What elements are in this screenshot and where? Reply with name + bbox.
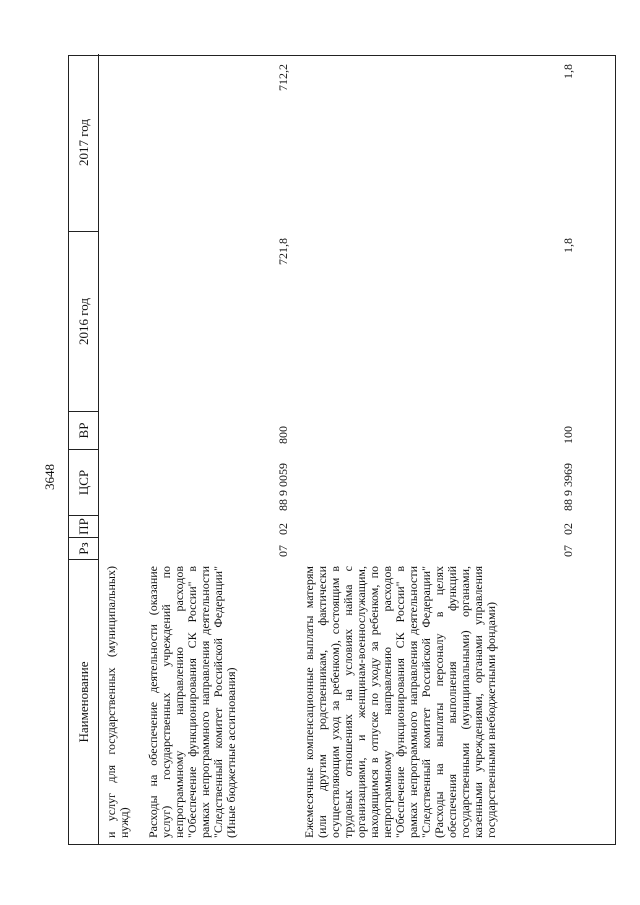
table-row-2016: 1,8 [561, 238, 575, 253]
table-header [69, 54, 99, 844]
table-row-2017: 1,8 [561, 64, 575, 79]
budget-table [68, 55, 616, 845]
header-2017: 2017 год [76, 119, 91, 166]
header-rz: Рз [69, 537, 99, 559]
page-number: 3648 [42, 464, 57, 490]
table-row-rz: 07 [561, 545, 575, 557]
header-name: Наименование [69, 559, 99, 844]
table-row-vr: 800 [276, 426, 290, 444]
table-row-vr: 100 [561, 426, 575, 444]
table-row-rz: 07 [276, 545, 290, 557]
table-row-2017: 712,2 [276, 64, 290, 91]
table-row-2016: 721,8 [276, 238, 290, 265]
table-row-pr: 02 [561, 523, 575, 535]
table-row-name: Ежемесячные компенсационные выплаты матерям (или другим родственникам, фактически осуществляющим уход за ребенком), состоящим в трудовых отношениях на условиях найма с организациями, и женщинам-военнослужащим, находящимся в отпуске по уходу за ребенком, по непрограммному направлению расходов "Обеспечение функционирования СК России" в рамках непрограммного направления деятельности "Следственный комитет Российской Федерации" (Расходы на выплаты персоналу в целях обеспечения выполнения функций государственными (муниципальными) органами, казенными учреждениями, органами управления государственными внебюджетными фондами) [302, 566, 498, 838]
header-csr: ЦСР [69, 449, 99, 515]
header-vr: ВР [69, 411, 99, 449]
rotated-page [68, 55, 616, 845]
header-pr: ПР [69, 515, 99, 537]
table-row-csr: 88 9 0059 [276, 463, 290, 511]
table-row-csr: 88 9 3969 [561, 463, 575, 511]
table-row-name: и услуг для государственных (муниципальных) нужд) [104, 566, 131, 838]
header-2016: 2016 год [69, 231, 99, 411]
table-row-name: Расходы на обеспечение деятельности (оказание услуг) государственных учреждений по непрограммному направлению расходов "Обеспечение функционирования СК России" в рамках непрограммного направления деятельности "Следственный комитет Российской Федерации" (Иные бюджетные ассигнования) [146, 566, 238, 838]
table-row-pr: 02 [276, 523, 290, 535]
